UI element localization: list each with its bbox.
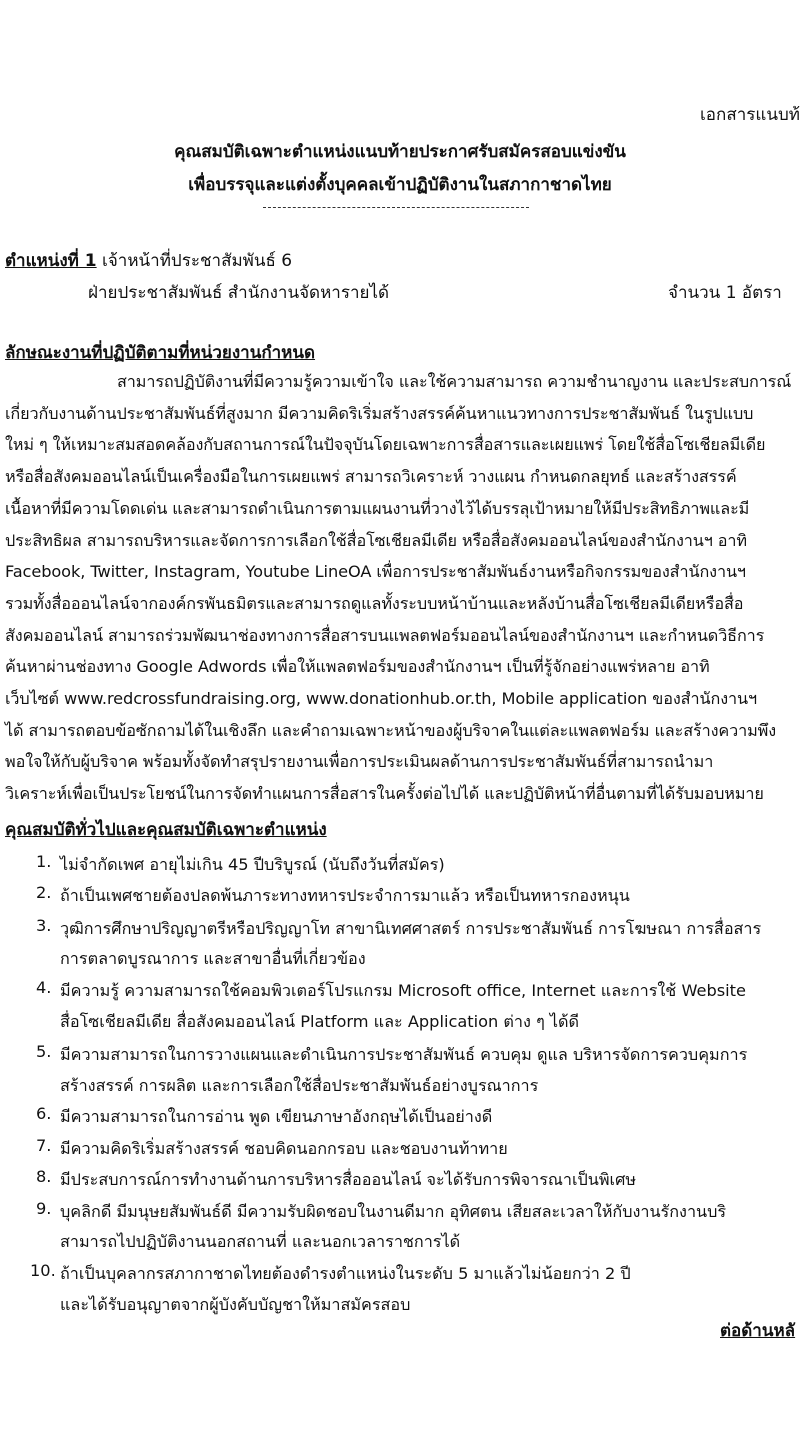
list-item-number: 6.	[36, 1104, 52, 1123]
paragraph-line: พอใจให้กับผู้บริจาค พร้อมทั้งจัดทำสรุปรายงานเพื่อการประเมินผลด้านการประชาสัมพันธ์ที่สามารถนำมา	[5, 752, 714, 771]
list-item-text: การตลาดบูรณาการ และสาขาอื่นที่เกี่ยวข้อง	[60, 949, 366, 968]
title-line-2: เพื่อบรรจุและแต่งตั้งบุคคลเข้าปฏิบัติงานในสภากาชาดไทย	[188, 175, 612, 195]
paragraph-line: ใหม่ ๆ ให้เหมาะสมสอดคล้องกับสถานการณ์ในปัจจุบันโดยเฉพาะการสื่อสารและเผยแพร่ โดยใช้สื่อโซเชียลมีเดีย	[5, 435, 766, 454]
paragraph-line: เว็บไซต์ www.redcrossfundraising.org, www.donationhub.or.th, Mobile application ของสำนักงานฯ	[5, 689, 757, 708]
position-name: เจ้าหน้าที่ประชาสัมพันธ์ 6	[102, 251, 293, 271]
paragraph-line: สามารถปฏิบัติงานที่มีความรู้ความเข้าใจ และใช้ความสามารถ ความชำนาญงาน และประสบการณ์	[117, 372, 792, 391]
paragraph-line: รวมทั้งสื่อออนไลน์จากองค์กรพันธมิตรและสามารถดูแลทั้งระบบหน้าบ้านและหลังบ้านสื่อโซเชียลมีเดียหรือสื่อ	[5, 594, 744, 613]
list-item-number: 1.	[36, 852, 52, 871]
list-item-text: บุคลิกดี มีมนุษยสัมพันธ์ดี มีความรับผิดชอบในงานดีมาก อุทิศตน เสียสละเวลาให้กับงานรักงานบริ	[60, 1202, 727, 1221]
paragraph-line: เกี่ยวกับงานด้านประชาสัมพันธ์ที่สูงมาก มีความคิดริเริ่มสร้างสรรค์ค้นหาแนวทางการประชาสัมพันธ์ ในรูปแบบ	[5, 404, 754, 423]
list-item-text: มีประสบการณ์การทำงานด้านการบริหารสื่อออนไลน์ จะได้รับการพิจารณาเป็นพิเศษ	[60, 1170, 637, 1189]
paragraph-line: ประสิทธิผล สามารถบริหารและจัดการการเลือกใช้สื่อโซเชียลมีเดีย หรือสื่อสังคมออนไลน์ของสำนักงานฯ อาทิ	[5, 531, 747, 550]
list-item-text: ถ้าเป็นบุคลากรสภากาชาดไทยต้องดำรงตำแหน่งในระดับ 5 มาแล้วไม่น้อยกว่า 2 ปี	[60, 1264, 631, 1283]
list-item-text: มีความคิดริเริ่มสร้างสรรค์ ชอบคิดนอกกรอบ และชอบงานท้าทาย	[60, 1139, 508, 1158]
position-department: ฝ่ายประชาสัมพันธ์ สำนักงานจัดหารายได้	[88, 283, 390, 303]
list-item-text: วุฒิการศึกษาปริญญาตรีหรือปริญญาโท สาขานิเทศศาสตร์ การประชาสัมพันธ์ การโฆษณา การสื่อสาร	[60, 919, 762, 938]
continued-overleaf: ต่อด้านหลั	[720, 1321, 796, 1341]
paragraph-line: เนื้อหาที่มีความโดดเด่น และสามารถดำเนินการตามแผนงานที่วางไว้ได้บรรลุเป้าหมายให้มีประสิทธิภาพและมี	[5, 499, 750, 518]
section-heading-job-description: ลักษณะงานที่ปฏิบัติตามที่หน่วยงานกำหนด	[5, 343, 316, 363]
paragraph-line: สังคมออนไลน์ สามารถร่วมพัฒนาช่องทางการสื่อสารบนแพลตฟอร์มออนไลน์ของสำนักงานฯ และกำหนดวิธีการ	[5, 626, 765, 645]
list-item-number: 2.	[36, 883, 52, 902]
position-label: ตำแหน่งที่ 1	[5, 251, 97, 271]
list-item-text: สื่อโซเชียลมีเดีย สื่อสังคมออนไลน์ Platform และ Application ต่าง ๆ ได้ดี	[60, 1012, 580, 1031]
paragraph-line: ค้นหาผ่านช่องทาง Google Adwords เพื่อให้แพลตฟอร์มของสำนักงานฯ เป็นที่รู้จักอย่างแพร่หลาย อาทิ	[5, 657, 710, 676]
section-heading-qualifications: คุณสมบัติทั่วไปและคุณสมบัติเฉพาะตำแหน่ง	[5, 820, 327, 840]
list-item-number: 4.	[36, 978, 52, 997]
list-item-text: สามารถไปปฏิบัติงานนอกสถานที่ และนอกเวลาราชการได้	[60, 1232, 461, 1251]
paragraph-line: วิเคราะห์เพื่อเป็นประโยชน์ในการจัดทำแผนการสื่อสารในครั้งต่อไปได้ และปฏิบัติหน้าที่อื่นตามที่ได้รับมอบหมาย	[5, 784, 764, 803]
title-divider	[263, 207, 529, 208]
list-item-text: ถ้าเป็นเพศชายต้องปลดพ้นภาระทางทหารประจำการมาแล้ว หรือเป็นทหารกองหนุน	[60, 886, 630, 905]
title-line-1: คุณสมบัติเฉพาะตำแหน่งแนบท้ายประกาศรับสมัครสอบแข่งขัน	[174, 142, 626, 162]
list-item-text: และได้รับอนุญาตจากผู้บังคับบัญชาให้มาสมัครสอบ	[60, 1295, 411, 1314]
attachment-label: เอกสารแนบท้	[700, 105, 800, 125]
list-item-text: มีความรู้ ความสามารถใช้คอมพิวเตอร์โปรแกรม Microsoft office, Internet และการใช้ Website	[60, 981, 746, 1000]
list-item-number: 5.	[36, 1042, 52, 1061]
list-item-number: 3.	[36, 916, 52, 935]
paragraph-line: หรือสื่อสังคมออนไลน์เป็นเครื่องมือในการเผยแพร่ สามารถวิเคราะห์ วางแผน กำหนดกลยุทธ์ และสร้างสรรค์	[5, 467, 737, 486]
list-item-number: 10.	[30, 1261, 56, 1280]
position-count: จำนวน 1 อัตรา	[668, 283, 782, 303]
list-item-text: สร้างสรรค์ การผลิต และการเลือกใช้สื่อประชาสัมพันธ์อย่างบูรณาการ	[60, 1076, 539, 1095]
list-item-text: มีความสามารถในการวางแผนและดำเนินการประชาสัมพันธ์ ควบคุม ดูแล บริหารจัดการควบคุมการ	[60, 1045, 748, 1064]
list-item-number: 8.	[36, 1167, 52, 1186]
position-row	[5, 247, 292, 274]
list-item-number: 9.	[36, 1199, 52, 1218]
list-item-text: มีความสามารถในการอ่าน พูด เขียนภาษาอังกฤษได้เป็นอย่างดี	[60, 1107, 493, 1126]
paragraph-line: ได้ สามารถตอบข้อซักถามได้ในเชิงลึก และคำถามเฉพาะหน้าของผู้บริจาคในแต่ละแพลตฟอร์ม และสร้างความพึง	[5, 721, 777, 740]
list-item-text: ไม่จำกัดเพศ อายุไม่เกิน 45 ปีบริบูรณ์ (นับถึงวันที่สมัคร)	[60, 855, 445, 874]
paragraph-line: Facebook, Twitter, Instagram, Youtube LineOA เพื่อการประชาสัมพันธ์งานหรือกิจกรรมของสำนักงานฯ	[5, 562, 746, 581]
list-item-number: 7.	[36, 1136, 52, 1155]
